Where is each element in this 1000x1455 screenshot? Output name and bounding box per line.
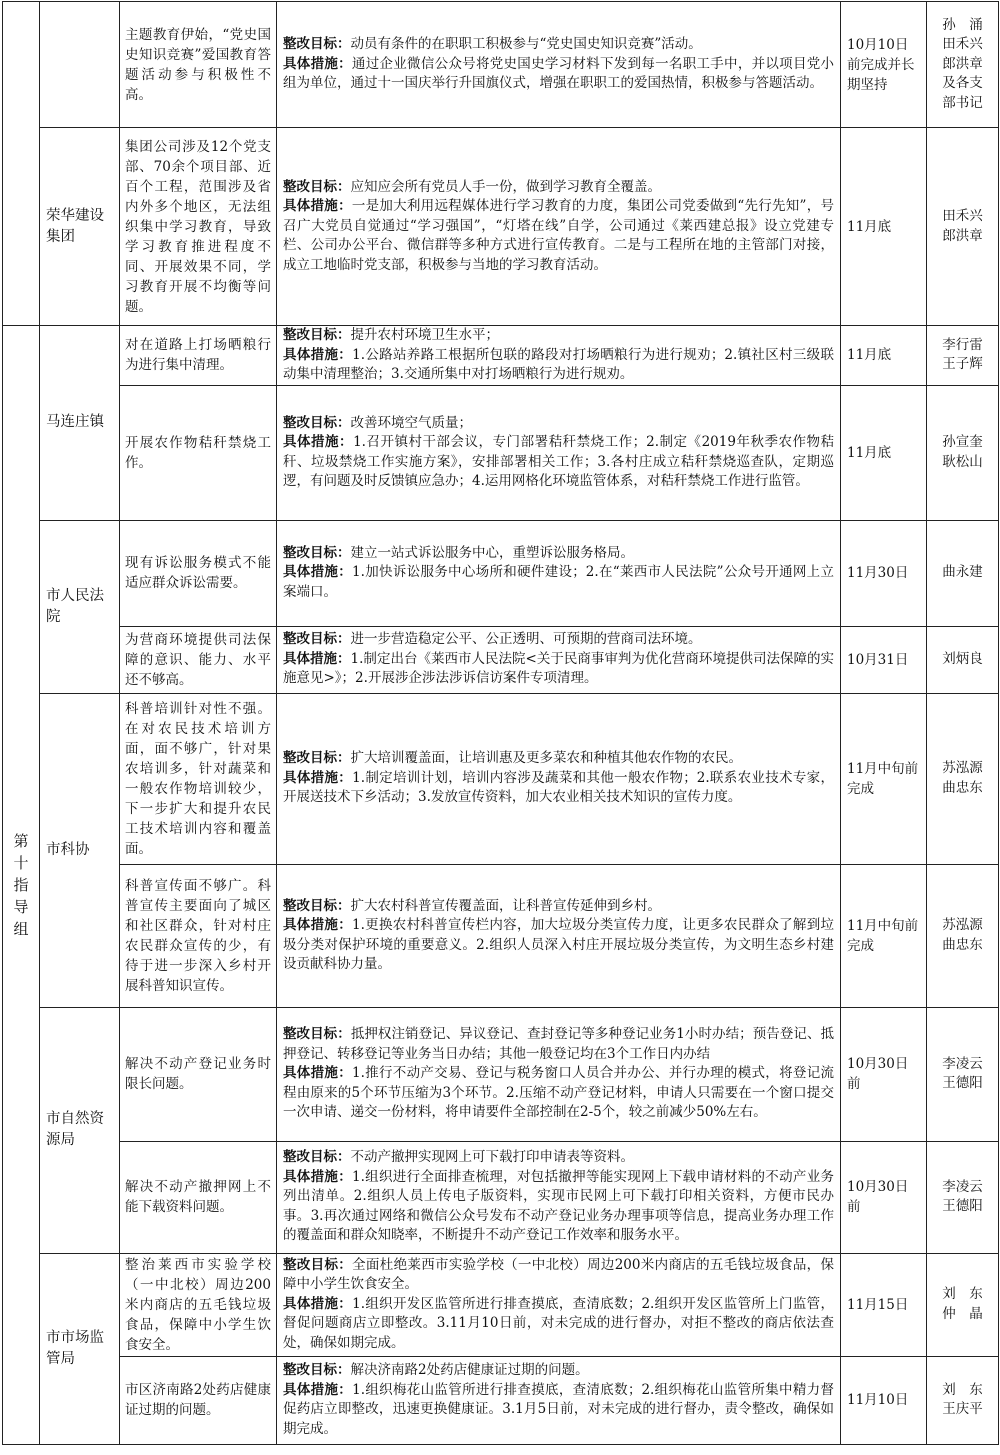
- measure-cell: [277, 520, 841, 626]
- unit-cell: 市人民法院: [40, 520, 120, 693]
- deadline-cell: 10月30日前: [841, 1141, 927, 1253]
- person-name: 曲永建: [942, 564, 983, 581]
- problem-cell: 开展农作物秸秆禁烧工作。: [120, 385, 277, 520]
- problem-cell: 集团公司涉及12个党支部、70余个项目部、近百个工程，范围涉及省内外多个地区，无法组织集中学习教育，导致学习教育推进程度不同、开展效果不同，学习教育开展不均衡等问题。: [120, 128, 277, 326]
- goal-label: 整改目标：: [283, 36, 351, 53]
- goal-text: 全面杜绝莱西市实验学校（一中北校）周边200米内商店的五毛钱垃圾食品，保障中小学生饮食安全。: [283, 1256, 834, 1293]
- problem-cell: 现有诉讼服务模式不能适应群众诉讼需要。: [120, 520, 277, 626]
- table-row: [3, 385, 999, 520]
- measure-text: 通过企业微信公众号将党史国史学习材料下发到每一名职工手中，并以项目党小组为单位，通过十一国庆举行升国旗仪式，增强在职职工的爱国热情，积极参与答题活动。: [283, 55, 835, 92]
- person-name: 王子辉: [942, 356, 983, 373]
- person-cell: [927, 520, 999, 626]
- measure-cell: [277, 1141, 841, 1253]
- measure-cell: [277, 2, 841, 128]
- measure-cell: [277, 326, 841, 386]
- goal-text: 动员有条件的在职职工积极参与“党史国史知识竞赛”活动。: [350, 36, 702, 53]
- deadline-cell: 11月15日: [841, 1253, 927, 1356]
- measure-text: 一是加大利用远程媒体进行学习教育的力度，集团公司党委做到“先行先知”，号召广大党员自觉通过“学习强国”，“灯塔在线”自学，公司通过《莱西建总报》设立党建专栏、公司办公平台、微信群等多种方式进行宣传教育。二是与工程所在地的主管部门对接，成立工地临时党支部，积极参与当地的学习教育活动。: [283, 198, 834, 273]
- measure-label: 具体措施：: [283, 917, 352, 933]
- deadline-cell: 11月中旬前完成: [841, 864, 927, 1007]
- person-name: 李凌云: [942, 1055, 983, 1072]
- table-row: [3, 693, 999, 864]
- measure-label: 具体措施：: [283, 434, 354, 450]
- person-name: 苏泓源: [942, 760, 983, 776]
- table-row: [3, 520, 999, 626]
- table-row: [3, 2, 999, 128]
- measure-label: 具体措施：: [283, 564, 353, 581]
- person-name: 李凌云: [942, 1178, 983, 1195]
- measure-label: 具体措施：: [283, 1065, 352, 1082]
- problem-cell: 解决不动产撤押网上不能下载资料问题。: [120, 1141, 277, 1253]
- person-name: 郎洪章: [942, 55, 983, 72]
- table-row: [3, 626, 999, 693]
- problem-cell: 科普宣传面不够广。科普宣传主要面向了城区和社区群众，针对村庄农民群众宣传的少，有待于进一步深入乡村开展科普知识宣传。: [120, 864, 277, 1007]
- measure-text: 1.召开镇村干部会议，专门部署秸秆禁烧工作；2.制定《2019年秋季农作物秸秆、垃圾禁烧工作实施方案》，安排部署相关工作；3.各村庄成立秸秆禁烧巡查队，定期巡逻，有问题及时反馈镇应急办；4.运用网格化环境监管体系，对秸秆禁烧工作进行监管。: [283, 434, 835, 489]
- person-name: 田禾兴: [942, 36, 983, 53]
- unit-cell: 市市场监管局: [40, 1253, 120, 1444]
- measure-text: 1.更换农村科普宣传栏内容，加大垃圾分类宣传力度，让更多农民群众了解到垃圾分类对保护环境的重要意义。2.组织人员深入村庄开展垃圾分类宣传，为文明生态乡村建设贡献科协力量。: [283, 917, 835, 972]
- person-name: 刘炳良: [942, 650, 983, 667]
- rectification-table: [2, 1, 999, 1445]
- problem-cell: 科普培训针对性不强。在对农民技术培训方面，面不够广，针对果农培训多，针对蔬菜和一般农作物培训较少，下一步扩大和提升农民工技术培训内容和覆盖面。: [120, 693, 277, 864]
- deadline-cell: 11月底: [841, 326, 927, 386]
- goal-label: 整改目标：: [283, 544, 351, 561]
- goal-text: 扩大农村科普宣传覆盖面，让科普宣传延伸到乡村。: [350, 897, 661, 914]
- measure-label: 具体措施：: [283, 1381, 353, 1398]
- person-name: 王庆平: [942, 1401, 983, 1417]
- problem-cell: 整治莱西市实验学校（一中北校）周边200米内商店的五毛钱垃圾食品，保障中小学生饮食安全。: [120, 1253, 277, 1356]
- goal-text: 抵押权注销登记、异议登记、查封登记等多种登记业务1小时办结；预告登记、抵押登记、转移登记等业务当日办结；其他一般登记均在3个工作日内办结: [283, 1026, 835, 1062]
- measure-text: 1.组织进行全面排查梳理，对包括撤押等能实现网上下载申请材料的不动产业务列出清单。2.组织人员上传电子版资料，实现市民网上可下载打印相关资料，方便市民办事。3.再次通过网络和微信公众号发布不动产登记业务办理事项等信息，提高业务办理工作的覆盖面和群众知晓率，不断提升不动产登记工作效率和服务水平。: [283, 1168, 835, 1244]
- deadline-cell: 11月10日: [841, 1356, 927, 1444]
- table-row: [3, 864, 999, 1007]
- table-row: [3, 1007, 999, 1141]
- table-row: [3, 1141, 999, 1253]
- problem-cell: 主题教育伊始，“党史国史知识竞赛”爱国教育答题活动参与积极性不高。: [120, 2, 277, 128]
- goal-text: 解决济南路2处药店健康证过期的问题。: [350, 1362, 589, 1378]
- person-name: 耿松山: [942, 453, 983, 470]
- table-row: [3, 128, 999, 326]
- person-cell: [927, 626, 999, 693]
- measure-label: 具体措施：: [283, 650, 351, 667]
- person-name: 刘 东: [942, 1381, 983, 1398]
- person-cell: [927, 1141, 999, 1253]
- person-name: 及各支: [942, 75, 983, 92]
- goal-label: 整改目标：: [283, 327, 351, 343]
- person-cell: [927, 128, 999, 326]
- goal-text: 扩大培训覆盖面，让培训惠及更多菜农和种植其他农作物的农民。: [350, 750, 742, 767]
- deadline-cell: 11月底: [841, 128, 927, 326]
- goal-text: 改善环境空气质量；: [350, 414, 472, 431]
- goal-label: 整改目标：: [283, 178, 351, 195]
- person-name: 曲忠东: [942, 779, 983, 796]
- table-row: [3, 1253, 999, 1356]
- measure-cell: [277, 626, 841, 693]
- measure-text: 1.组织梅花山监管所进行排查摸底，查清底数；2.组织梅花山监管所集中精力督促药店立即整改，迅速更换健康证。3.1月5日前，对未完成的进行督办，责令整改，确保如期完成。: [283, 1381, 835, 1437]
- person-cell: [927, 1356, 999, 1444]
- unit-cell: 市科协: [40, 693, 120, 1007]
- goal-label: 整改目标：: [283, 631, 351, 648]
- person-name: 部书记: [942, 94, 983, 111]
- person-name: 王德阳: [942, 1075, 983, 1091]
- deadline-cell: 10月31日: [841, 626, 927, 693]
- measure-text: 1.加快诉讼服务中心场所和硬件建设；2.在“莱西市人民法院”公众号开通网上立案端口。: [283, 564, 834, 600]
- unit-cell: [40, 2, 120, 128]
- person-name: 仲 晶: [942, 1305, 983, 1322]
- goal-label: 整改目标：: [283, 750, 351, 767]
- person-name: 郎洪章: [942, 227, 983, 244]
- person-name: 王德阳: [942, 1198, 983, 1214]
- measure-cell: [277, 693, 841, 864]
- person-name: 曲忠东: [942, 936, 983, 953]
- person-name: 孙 涌: [942, 16, 983, 33]
- measure-text: 1.组织开发区监管所进行排查摸底，查清底数；2.组织开发区监管所上门监管，督促问题商店立即整改。3.11月10日前，对未完成的进行督办，对拒不整改的商店依法查处，确保如期完成。: [283, 1295, 835, 1351]
- person-cell: [927, 864, 999, 1007]
- goal-text: 进一步营造稳定公平、公正透明、可预期的营商司法环境。: [350, 631, 702, 648]
- measure-text: 1.制定出台《莱西市人民法院<关于民商事审判为优化营商环境提供司法保障的实施意见>》；2.开展涉企涉法涉诉信访案件专项清理。: [283, 650, 834, 687]
- measure-cell: [277, 385, 841, 520]
- person-name: 刘 东: [942, 1286, 983, 1302]
- measure-cell: [277, 864, 841, 1007]
- deadline-cell: 11月中旬前完成: [841, 693, 927, 864]
- measure-label: 具体措施：: [283, 769, 353, 786]
- deadline-cell: 11月30日: [841, 520, 927, 626]
- group-name: 第十指导组: [13, 831, 29, 938]
- goal-label: 整改目标：: [283, 1362, 351, 1378]
- goal-label: 整改目标：: [283, 1149, 351, 1166]
- measure-cell: [277, 128, 841, 326]
- goal-text: 提升农村环境卫生水平；: [350, 327, 499, 343]
- problem-cell: 解决不动产登记业务时限长问题。: [120, 1007, 277, 1141]
- measure-cell: [277, 1356, 841, 1444]
- table-row: [3, 326, 999, 386]
- group-cell: [3, 2, 40, 326]
- goal-text: 建立一站式诉讼服务中心，重塑诉讼服务格局。: [350, 544, 634, 561]
- person-name: 孙宣奎: [942, 434, 983, 450]
- problem-cell: 市区济南路2处药店健康证过期的问题。: [120, 1356, 277, 1444]
- goal-label: 整改目标：: [283, 1256, 353, 1273]
- person-cell: [927, 693, 999, 864]
- person-cell: [927, 2, 999, 128]
- table-row: [3, 1356, 999, 1444]
- person-name: 李行雷: [942, 336, 983, 353]
- problem-cell: 对在道路上打场晒粮行为进行集中清理。: [120, 326, 277, 386]
- unit-cell: 马连庄镇: [40, 326, 120, 521]
- deadline-cell: 10月10日前完成并长期坚持: [841, 2, 927, 128]
- deadline-cell: 11月底: [841, 385, 927, 520]
- measure-label: 具体措施：: [283, 55, 352, 72]
- problem-cell: 为营商环境提供司法保障的意识、能力、水平还不够高。: [120, 626, 277, 693]
- measure-label: 具体措施：: [283, 198, 352, 215]
- measure-label: 具体措施：: [283, 1295, 353, 1312]
- measure-cell: [277, 1007, 841, 1141]
- unit-cell: 荣华建设集团: [40, 128, 120, 326]
- goal-label: 整改目标：: [283, 1026, 351, 1043]
- measure-label: 具体措施：: [283, 346, 353, 363]
- measure-label: 具体措施：: [283, 1168, 352, 1185]
- person-cell: [927, 1253, 999, 1356]
- person-cell: [927, 385, 999, 520]
- group-cell: [3, 326, 40, 1445]
- goal-text: 应知应会所有党员人手一份，做到学习教育全覆盖。: [350, 178, 661, 195]
- goal-label: 整改目标：: [283, 414, 351, 431]
- person-name: 田禾兴: [942, 208, 983, 224]
- measure-text: 1.制定培训计划，培训内容涉及蔬菜和其他一般农作物；2.联系农业技术专家，开展送技术下乡活动；3.发放宣传资料，加大农业相关技术知识的宣传力度。: [283, 769, 835, 806]
- measure-cell: [277, 1253, 841, 1356]
- unit-cell: 市自然资源局: [40, 1007, 120, 1253]
- measure-text: 1.推行不动产交易、登记与税务窗口人员合并办公、并行办理的模式，将登记流程由原来的5个环节压缩为3个环节。2.压缩不动产登记材料，申请人只需要在一个窗口提交一次申请、递交一份材料，将申请要件全部控制在2-5个，较之前减少50%左右。: [283, 1065, 835, 1121]
- measure-text: 1.公路站养路工根据所包联的路段对打场晒粮行为进行规劝；2.镇社区村三级联动集中清理整治；3.交通所集中对打场晒粮行为进行规劝。: [283, 346, 835, 382]
- deadline-cell: 10月30日前: [841, 1007, 927, 1141]
- goal-text: 不动产撤押实现网上可下载打印申请表等资料。: [350, 1149, 634, 1166]
- person-name: 苏泓源: [942, 917, 983, 933]
- person-cell: [927, 1007, 999, 1141]
- goal-label: 整改目标：: [283, 897, 351, 914]
- person-cell: [927, 326, 999, 386]
